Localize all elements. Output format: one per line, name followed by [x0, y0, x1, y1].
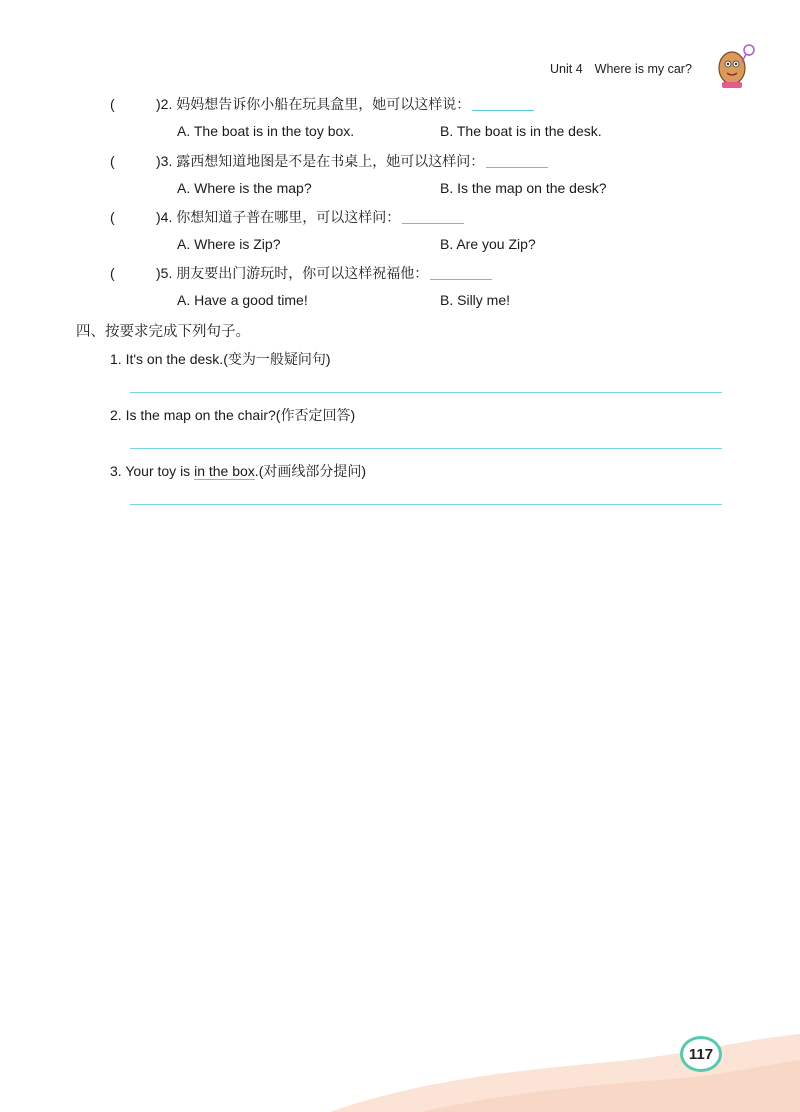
- option-b: B. Are you Zip?: [440, 236, 536, 252]
- answer-paren[interactable]: (: [110, 209, 115, 225]
- question-text: 朋友要出门游玩时，你可以这样祝福他：: [176, 265, 429, 281]
- question-4: [110, 207, 464, 227]
- option-b: B. The boat is in the desk.: [440, 123, 602, 139]
- answer-blank[interactable]: [486, 153, 548, 168]
- unit-title: Where is my car?: [594, 62, 692, 76]
- page-number: 117: [680, 1036, 722, 1072]
- option-a: A. Where is Zip?: [177, 236, 281, 252]
- option-a: A. Have a good time!: [177, 292, 308, 308]
- question-text: 露西想知道地图是不是在书桌上，她可以这样问：: [176, 153, 485, 169]
- question-number: )2.: [156, 96, 173, 112]
- item-number: 1.: [110, 351, 122, 367]
- question-text: 你想知道子普在哪里，可以这样问：: [176, 209, 401, 225]
- question-2: [110, 94, 534, 114]
- question-5: [110, 263, 492, 283]
- unit-label: Unit 4: [550, 62, 583, 76]
- item-text-pre: Your toy is: [125, 463, 195, 479]
- question-3: [110, 151, 548, 171]
- item-note: (变为一般疑问句): [223, 351, 331, 367]
- question-number: )5.: [156, 265, 173, 281]
- item-number: 2.: [110, 407, 122, 423]
- sentence-item-2: [110, 405, 355, 425]
- question-number: )3.: [156, 153, 173, 169]
- answer-blank[interactable]: [472, 96, 534, 111]
- item-text: It's on the desk.: [125, 351, 224, 367]
- answer-blank[interactable]: [402, 209, 464, 224]
- item-text: Is the map on the chair?: [125, 407, 276, 423]
- section-title: 四、按要求完成下列句子。: [76, 324, 250, 340]
- answer-paren[interactable]: (: [110, 153, 115, 169]
- mascot-icon: [712, 42, 756, 92]
- answer-line[interactable]: [130, 504, 722, 505]
- question-text: 妈妈想告诉你小船在玩具盒里，她可以这样说：: [176, 96, 471, 112]
- answer-line[interactable]: [130, 392, 722, 393]
- answer-blank[interactable]: [430, 265, 492, 280]
- option-b: B. Silly me!: [440, 292, 511, 308]
- sentence-item-3: [110, 461, 366, 481]
- item-note: (对画线部分提问): [258, 463, 367, 479]
- underlined-phrase: in the box: [194, 463, 255, 479]
- page-header: [550, 62, 692, 76]
- option-b: B. Is the map on the desk?: [440, 180, 607, 196]
- answer-paren[interactable]: (: [110, 96, 115, 112]
- answer-paren[interactable]: (: [110, 265, 115, 281]
- question-number: )4.: [156, 209, 173, 225]
- item-note: (作否定回答): [275, 407, 356, 423]
- item-number: 3.: [110, 463, 122, 479]
- option-a: A. The boat is in the toy box.: [177, 123, 355, 139]
- sentence-item-1: [110, 349, 331, 369]
- answer-line[interactable]: [130, 448, 722, 449]
- item-text-post: .: [254, 463, 259, 479]
- option-a: A. Where is the map?: [177, 180, 312, 196]
